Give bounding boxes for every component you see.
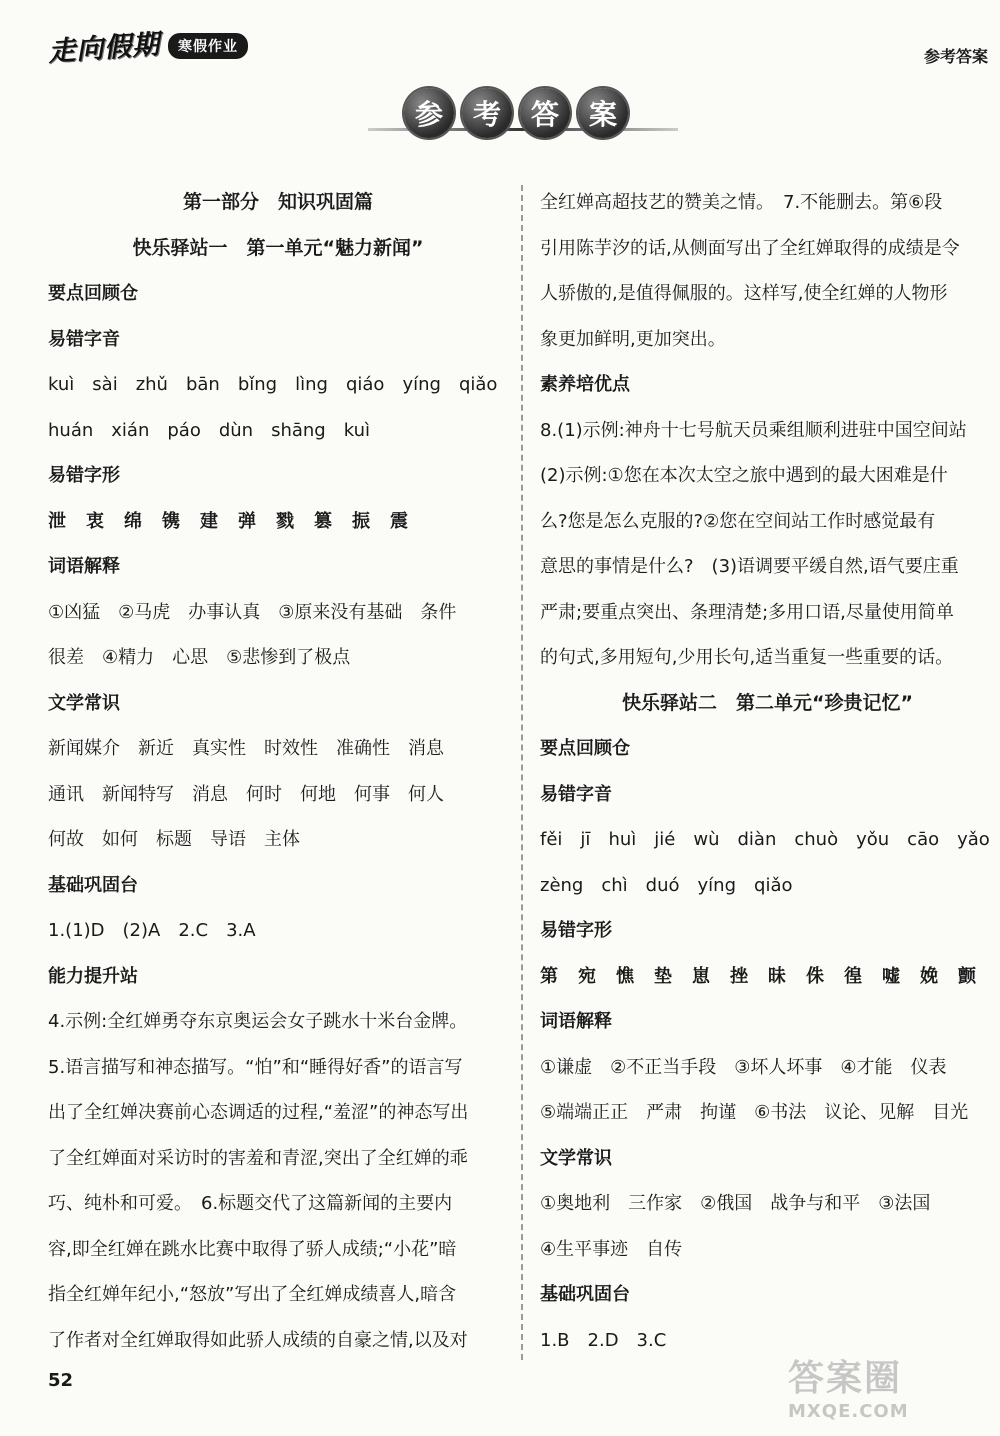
section-heading: 易错字音 [540,783,612,805]
section-heading: 素养培优点 [540,374,630,395]
answer-line: 的句式,多用短句,少用长句,适当重复一些重要的话。 [540,647,954,668]
title-banner [368,88,678,138]
answer-line [48,499,508,545]
pinyin-token: qiáo [345,374,385,395]
char-token: 弹 [238,510,256,532]
pinyin-token: diàn [737,829,777,850]
char-token: 颤 [958,965,976,987]
left-column [48,180,508,1363]
answer-line: 指全红婵年纪小,“怒放”写出了全红婵成绩喜人,暗含 [48,1284,457,1305]
pinyin-token: yíng [697,874,737,896]
answer-line [48,408,508,454]
pinyin-token: páo [167,419,201,441]
answer-line [540,863,995,909]
section-heading: 文学常识 [540,1147,612,1169]
pinyin-token: yǎo [957,829,990,850]
section-heading: 要点回顾仓 [48,283,138,304]
title-chars [404,88,628,138]
answer-line: 意思的事情是什么? (3)语调要平缓自然,语气要庄重 [540,556,959,577]
answer-line: (2)示例:①您在本次太空之旅中遇到的最大困难是什 [540,465,948,486]
pinyin-token: kuì [343,419,371,441]
answer-line: 何故 如何 标题 导语 主体 [48,829,300,850]
unit-title: 快乐驿站二 第二单元“珍贵记忆” [622,691,913,714]
column-divider [521,185,523,1360]
title-char: 考 [462,88,512,138]
title-char: 参 [404,88,454,138]
char-token: 篡 [314,510,332,532]
answer-line: 象更加鲜明,更加突出。 [540,328,726,350]
char-token: 嘘 [882,965,900,987]
answer-line: ④生平事迹 自传 [540,1238,683,1260]
answer-line: 严肃;要重点突出、条理清楚;多用口语,尽量使用简单 [540,601,954,623]
page-number: 52 [48,1370,74,1391]
section-heading: 基础巩固台 [540,1284,630,1305]
pinyin-token: lìng [295,374,328,395]
unit-title: 第一部分 知识巩固篇 [182,191,373,213]
right-column [540,180,995,1363]
char-token: 镌 [162,510,180,532]
pinyin-token: jī [580,829,591,850]
brand-title: 走向假期 [47,29,162,68]
page-header [0,0,1000,160]
answer-line: 5.语言描写和神态描写。“怕”和“睡得好香”的语言写 [48,1056,463,1078]
section-heading: 易错字音 [48,328,120,350]
pinyin-token: chì [601,874,628,896]
pinyin-token: bǐng [237,374,278,395]
answer-line: 么?您是怎么克服的?②您在空间站工作时感觉最有 [540,510,936,532]
answer-line: 出了全红婵决赛前心态调适的过程,“羞涩”的神态写出 [48,1102,469,1123]
pinyin-token: dùn [218,419,254,441]
answer-line: 巧、纯朴和可爱。 6.标题交代了这篇新闻的主要内 [48,1193,453,1214]
char-token: 戮 [276,510,294,532]
pinyin-token: huì [608,829,637,850]
pinyin-token: zhǔ [135,374,168,395]
char-token: 崽 [692,965,710,987]
answer-line: 了作者对全红婵取得如此骄人成绩的自豪之情,以及对 [48,1329,468,1351]
answer-line: ①谦虚 ②不正当手段 ③坏人坏事 ④才能 仪表 [540,1056,947,1078]
char-token: 衷 [86,510,104,532]
pinyin-token: yǒu [856,829,890,850]
watermark-url: MXQE.COM [788,1401,909,1422]
answer-line [48,362,508,408]
watermark-main: 答案圈 [788,1358,903,1399]
char-token: 娩 [920,965,938,987]
pinyin-token: chuò [794,829,839,850]
char-token: 侏 [806,965,824,987]
pinyin-token: cāo [907,829,940,850]
section-heading: 词语解释 [540,1011,612,1032]
brand-logo [47,26,248,68]
answer-line: 容,即全红婵在跳水比赛中取得了骄人成绩;“小花”暗 [48,1238,457,1260]
pinyin-token: sài [92,374,118,395]
section-heading: 能力提升站 [48,965,138,987]
answer-line: 新闻媒介 新近 真实性 时效性 准确性 消息 [48,738,444,759]
pinyin-token: huán [48,419,94,441]
char-token: 绵 [124,510,142,532]
answer-line: 4.示例:全红婵勇夺东京奥运会女子跳水十米台金牌。 [48,1011,468,1032]
section-heading: 要点回顾仓 [540,738,630,759]
pinyin-token: fěi [540,829,563,850]
char-token: 憔 [616,965,634,987]
pinyin-token: kuì [48,374,75,395]
char-token: 徨 [844,965,862,987]
answer-line [540,817,995,863]
title-char: 答 [520,88,570,138]
answer-line: 8.(1)示例:神舟十七号航天员乘组顺利进驻中国空间站 [540,419,967,441]
pinyin-token: xián [111,419,150,441]
pinyin-token: yíng [402,374,441,395]
pinyin-token: qiǎo [754,874,793,896]
title-char: 案 [578,88,628,138]
char-token: 宛 [578,965,596,987]
unit-title: 快乐驿站一 第一单元“魅力新闻” [132,236,424,259]
section-heading: 基础巩固台 [48,874,138,896]
pinyin-token: bān [185,374,220,395]
pinyin-token: duó [645,874,680,896]
corner-label: 参考答案 [923,47,988,66]
answer-line: 很差 ④精力 心思 ⑤悲惨到了极点 [48,647,351,668]
answer-line: 了全红婵面对采访时的害羞和青涩,突出了全红婵的乖 [48,1147,468,1169]
char-token: 挫 [730,965,748,987]
char-token: 昧 [768,965,786,987]
section-heading: 易错字形 [48,465,120,486]
answer-line: 人骄傲的,是值得佩服的。这样写,使全红婵的人物形 [540,283,948,304]
answer-line: ①凶猛 ②马虎 办事认真 ③原来没有基础 条件 [48,601,457,623]
char-token: 垫 [654,965,672,987]
char-token: 建 [200,510,218,532]
pinyin-token: qiǎo [458,374,498,395]
pinyin-token: jié [654,829,676,850]
answer-line: 1.(1)D (2)A 2.C 3.A [48,920,256,941]
answer-line: ⑤端端正正 严肃 拘谨 ⑥书法 议论、见解 目光 [540,1102,969,1123]
watermark-logo [788,1350,978,1420]
answer-line: ①奥地利 三作家 ②俄国 战争与和平 ③法国 [540,1193,931,1214]
brand-subtitle: 寒假作业 [168,33,248,59]
answer-line: 全红婵高超技艺的赞美之情。 7.不能删去。第⑥段 [540,192,943,213]
char-token: 震 [390,510,408,532]
char-token: 振 [352,510,370,532]
section-heading: 易错字形 [540,920,612,941]
char-token: 第 [540,965,558,987]
pinyin-token: shāng [271,419,326,441]
answer-line [540,954,995,1000]
section-heading: 词语解释 [48,556,120,577]
char-token: 泄 [48,510,66,532]
answer-line: 引用陈芋汐的话,从侧面写出了全红婵取得的成绩是令 [540,237,960,259]
pinyin-token: wù [693,829,720,850]
section-heading: 文学常识 [48,692,120,714]
answer-line: 1.B 2.D 3.C [540,1329,667,1351]
pinyin-token: zèng [540,874,584,896]
answer-line: 通讯 新闻特写 消息 何时 何地 何事 何人 [48,783,444,805]
